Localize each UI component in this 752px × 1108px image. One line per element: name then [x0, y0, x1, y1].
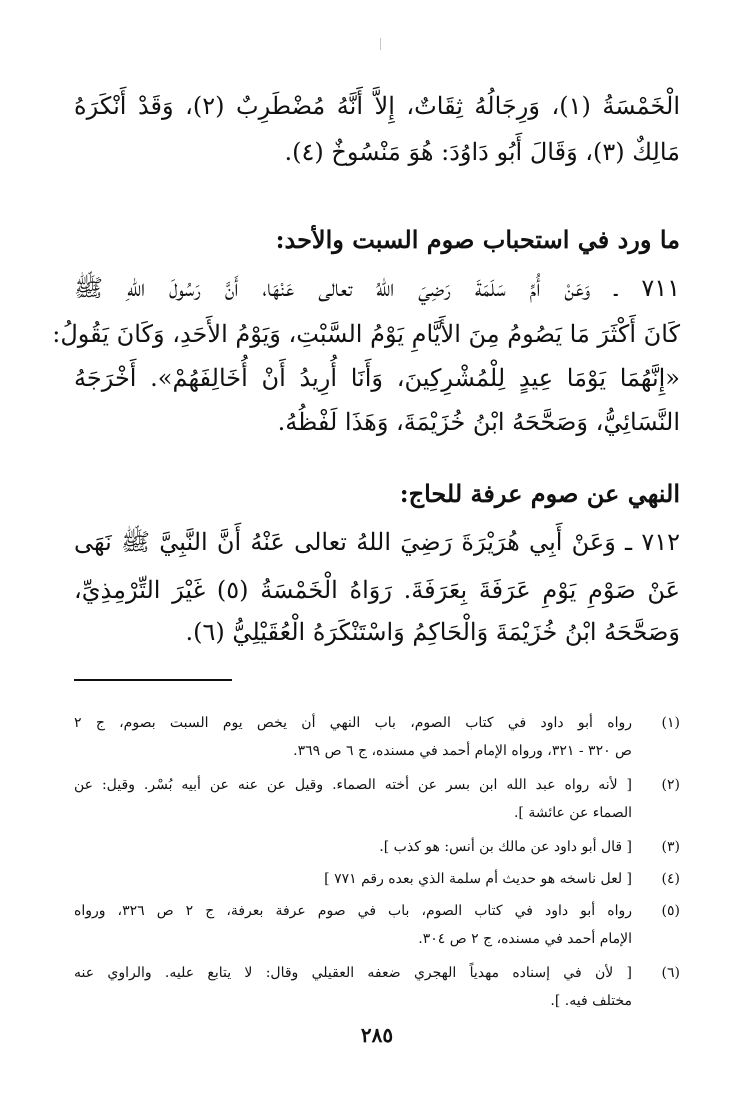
- section-heading: ما ورد في استحباب صوم السبت والأحد:: [275, 225, 680, 254]
- footnote-number: (٤): [661, 871, 680, 887]
- hadith-line: كَانَ أَكْثَرَ مَا يَصُومُ مِنَ الأَيَّامِ يَوْمُ السَّبْتِ، وَيَوْمُ الأَحَدِ، وَكَانَ يَقُولُ:: [52, 320, 680, 348]
- page-number: ٢٨٥: [360, 1023, 394, 1047]
- section-heading: النهي عن صوم عرفة للحاج:: [399, 479, 680, 508]
- hadith-line: وَصَحَّحَهُ ابْنُ خُزَيْمَةَ وَالْحَاكِمُ وَاسْتَنْكَرَهُ الْعُقَيْلِيُّ (٦).: [185, 618, 680, 646]
- hadith-line: عَنْ صَوْمِ يَوْمِ عَرَفَةَ بِعَرَفَةَ. رَوَاهُ الْخَمْسَةُ (٥) غَيْرَ التِّرْمِذِيِّ،: [74, 576, 680, 604]
- page-edge-mark: [380, 38, 381, 50]
- footnote-line: [ لأنه رواه عبد الله ابن بسر عن أخته الصماء. وقيل عن عنه عن أبيه بُسْر. وقيل: عن: [74, 777, 632, 793]
- footnote-line: الصماء عن عائشة ].: [513, 805, 632, 821]
- footnote-line: رواه أبو داود في كتاب الصوم، باب النهي أن يخص يوم السبت بصوم، ج ٢: [74, 715, 632, 731]
- hadith-line: النَّسَائِيُّ، وَصَحَّحَهُ ابْنُ خُزَيْمَةَ، وَهَذَا لَفْظُهُ.: [277, 408, 680, 436]
- footnote-number: (١): [661, 715, 680, 731]
- footnote-number: (٢): [661, 777, 680, 793]
- hadith-line: ٧١٢ ـ وَعَنْ أَبِي هُرَيْرَةَ رَضِيَ اللهُ تعالى عَنْهُ أَنَّ النَّبِيَّ ﷺ نَهَى: [74, 528, 680, 556]
- footnote-line: [ لأن في إسناده مهدياً الهجري ضعفه العقيلي وقال: لا يتابع عليه. والراوي عنه: [74, 965, 632, 981]
- footnote-line: [ لعل ناسخه هو حديث أم سلمة الذي بعده رقم ٧٧١ ]: [324, 871, 632, 887]
- body-line: الْخَمْسَةُ (١)، وَرِجَالُهُ ثِقَاتٌ، إِلاَّ أَنَّهُ مُضْطَرِبٌ (٢)، وَقَدْ أَنْكَرَهُ: [74, 92, 680, 120]
- footnote-line: رواه أبو داود في كتاب الصوم، باب في صوم عرفة بعرفة، ج ٢ ص ٣٢٦، ورواه: [74, 903, 632, 919]
- footnote-number: (٣): [661, 839, 680, 855]
- footnote-number: (٦): [661, 965, 680, 981]
- footnote-number: (٥): [661, 903, 680, 919]
- footnote-line: [ قال أبو داود عن مالك بن أنس: هو كذب ].: [379, 839, 632, 855]
- body-line: مَالِكٌ (٣)، وَقَالَ أَبُو دَاوُدَ: هُوَ مَنْسُوخٌ (٤).: [284, 138, 680, 166]
- hadith-line: ٧١١ ـ وَعَنْ أُمِّ سَلَمَةَ رَضِيَ اللهُ تعالى عَنْهَا، أَنَّ رَسُولَ اللهِ ﷺ: [74, 274, 680, 302]
- footnote-separator: [74, 679, 232, 681]
- footnote-line: مختلف فيه. ].: [550, 993, 632, 1009]
- footnote-line: ص ٣٢٠ - ٣٢١، ورواه الإمام أحمد في مسنده، ج ٦ ص ٣٦٩.: [293, 743, 632, 759]
- footnote-line: الإمام أحمد في مسنده، ج ٢ ص ٣٠٤.: [418, 931, 632, 947]
- book-page: [52, 0, 680, 1108]
- hadith-line: «إِنَّهُمَا يَوْمَا عِيدٍ لِلْمُشْرِكِينَ، وَأَنَا أُرِيدُ أَنْ أُخَالِفَهُمْ». أَخْرَجَهُ: [74, 364, 680, 392]
